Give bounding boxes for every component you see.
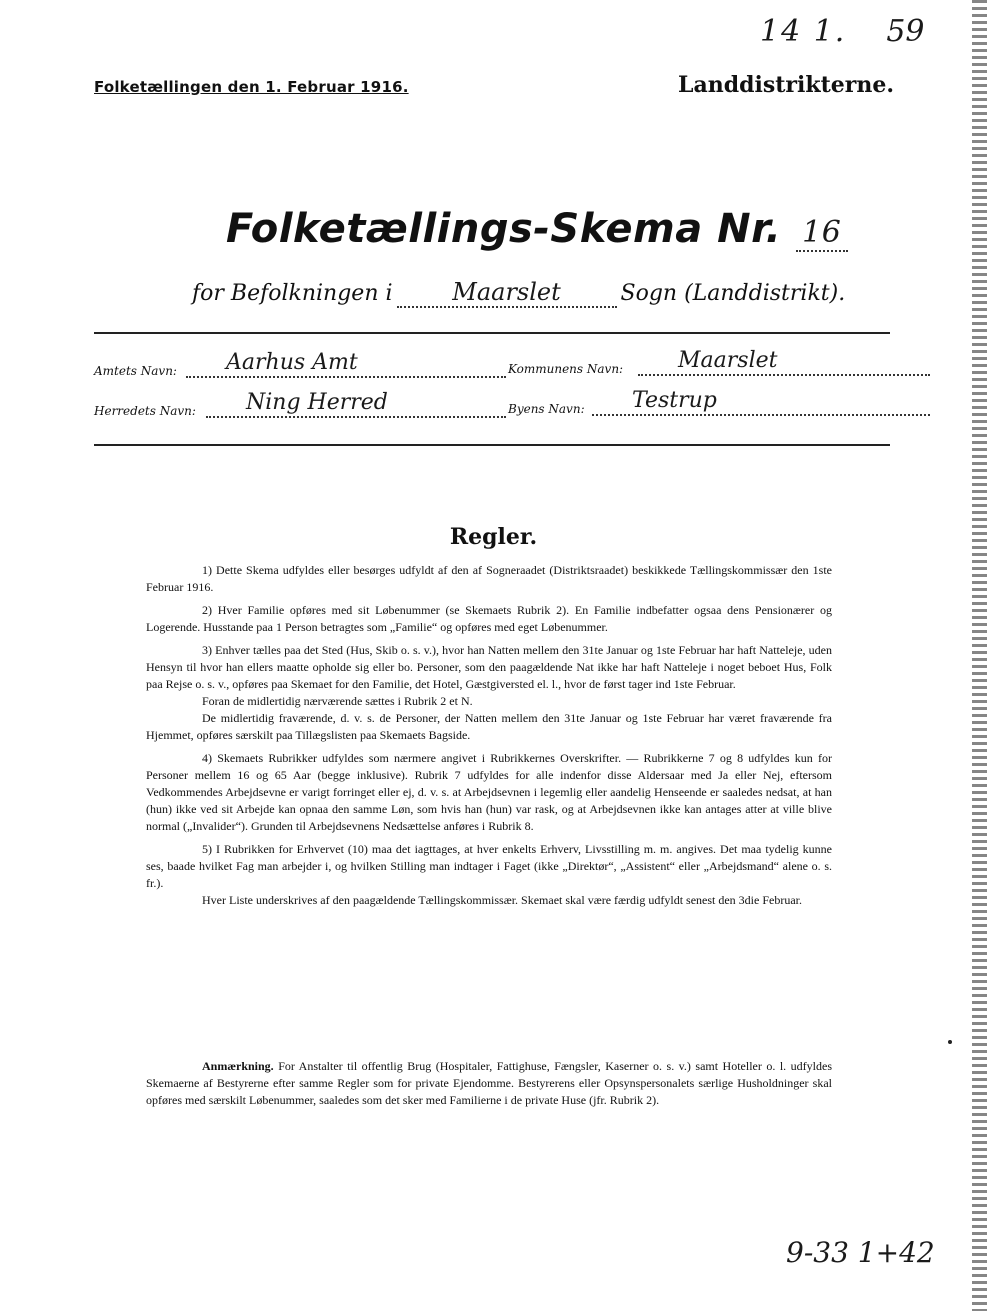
archive-ref-a: 14 1.: [760, 14, 847, 49]
rules-body: [146, 562, 832, 915]
form-title: [226, 206, 848, 252]
by-label: Byens Navn:: [508, 402, 585, 416]
archive-bottom-note: 9-33 1+42: [786, 1236, 935, 1269]
rules-heading: Regler.: [449, 524, 538, 550]
amt-value: Aarhus Amt: [186, 350, 506, 378]
archive-ref-b: 59: [886, 14, 925, 49]
rule-paragraph: De midlertidig fraværende, d. v. s. de Personer, der Natten mellem den 31te Januar og 1ste Februar har været fraværende fra Hjemmet, opføres særskilt paa Tillægslisten paa Skemaets Bagside.: [146, 711, 832, 742]
amt-label: Amtets Navn:: [94, 364, 177, 378]
remark-label: Anmærkning.: [202, 1059, 274, 1073]
subtitle-prefix: for Befolkningen i: [192, 281, 393, 306]
rule-paragraph: Foran de midlertidig nærværende sættes i Rubrik 2 et N.: [202, 694, 473, 708]
divider-bottom: [94, 444, 890, 446]
form-number: 16: [796, 215, 848, 252]
census-date-header: Folketællingen den 1. Februar 1916.: [94, 78, 409, 96]
form-subtitle: [192, 278, 845, 308]
rule-paragraph: Hver Liste underskrives af den paagældende Tællingskommissær. Skemaet skal være færdig udfyldt senest den 3die Februar.: [202, 893, 802, 907]
herred-value: Ning Herred: [206, 390, 506, 418]
rule-paragraph: 5) I Rubrikken for Erhvervet (10) maa det iagttages, at hver enkelts Erhverv, Livsstilling m. m. angives. Det maa tydelig kunne ses, baade hvilket Fag man arbejder i, og hvilken Stilling man indtager i Faget (ikke „Direktør“, „Assistent“ eller „Arbejdsmand“ alene o. s. fr.).: [146, 842, 832, 890]
kommune-value: Maarslet: [638, 348, 930, 376]
archive-reference: [760, 14, 925, 49]
remark-block: [146, 1058, 832, 1115]
kommune-label: Kommunens Navn:: [508, 362, 624, 376]
scan-speck: [948, 1040, 952, 1044]
rule-paragraph: 4) Skemaets Rubrikker udfyldes som nærmere angivet i Rubrikkernes Overskrifter. — Rubrikkerne 7 og 8 udfyldes kun for Personer mellem 16 og 65 Aar (begge inklusive). Rubrik 7 udfyldes for alle indenfor disse Aldersaar med Ja eller Nej, eftersom Vedkommendes Arbejdsevne er varigt forringet eller ej, d. v. s. at Arbejdsevnen i legemlig eller aandelig Henseende er saaledes nedsat, at han (hun) ikke ved sit Arbejde kan opnaa den samme Løn, som hvis han (hun) var rask, og at Arbejdsevnen ikke kan antages atter at ville blive normal („Invalider“). Grunden til Arbejdsevnens Nedsættelse anføres i Rubrik 8.: [146, 751, 832, 833]
form-title-text: Folketællings-Skema Nr.: [226, 206, 782, 252]
rule-paragraph: 2) Hver Familie opføres med sit Løbenummer (se Skemaets Rubrik 2). En Familie indbefatter ogsaa dens Pensionærer og Logerende. Husstande paa 1 Person betragtes som „Familie“ og opføres med eget Løbenummer.: [146, 603, 832, 634]
district-type-header: Landdistrikterne.: [678, 72, 894, 98]
scan-edge: [972, 0, 987, 1311]
rule-paragraph: 3) Enhver tælles paa det Sted (Hus, Skib o. s. v.), hvor han Natten mellem den 31te Januar og 1ste Februar har haft Natteleje, uden Hensyn til hvor han ellers maatte opholde sig eller bo. Personer, som den paagældende Nat ikke har haft Natteleje i noget beboet Hus, Folk paa Rejse o. s. v., opføres paa Skemaet for den Familie, det Hotel, Gæstgiversted el. l., hvor de først tager ind 1ste Februar.: [146, 643, 832, 691]
parish-name: Maarslet: [397, 278, 617, 308]
herred-label: Herredets Navn:: [94, 404, 196, 418]
remark-text: For Anstalter til offentlig Brug (Hospitaler, Fattighuse, Fængsler, Kaserner o. s. v.) samt Hoteller o. l. udfyldes Skemaerne af Bestyrerne efter samme Regler som for private Ejendomme. Bestyrerens eller Opsynspersonalets særlige Husholdninger skal opføres med særskilt Løbenummer, saaledes som det sker med Familierne i de private Huse (jfr. Rubrik 2).: [146, 1059, 832, 1107]
remark-paragraph: [146, 1058, 832, 1109]
rule-paragraph: 1) Dette Skema udfyldes eller besørges udfyldt af den af Sogneraadet (Distriktsraadet) beskikkede Tællingskommissær den 1ste Februar 1916.: [146, 563, 832, 594]
by-value: Testrup: [592, 388, 930, 416]
divider-top: [94, 332, 890, 334]
subtitle-suffix: Sogn (Landdistrikt).: [620, 281, 846, 306]
